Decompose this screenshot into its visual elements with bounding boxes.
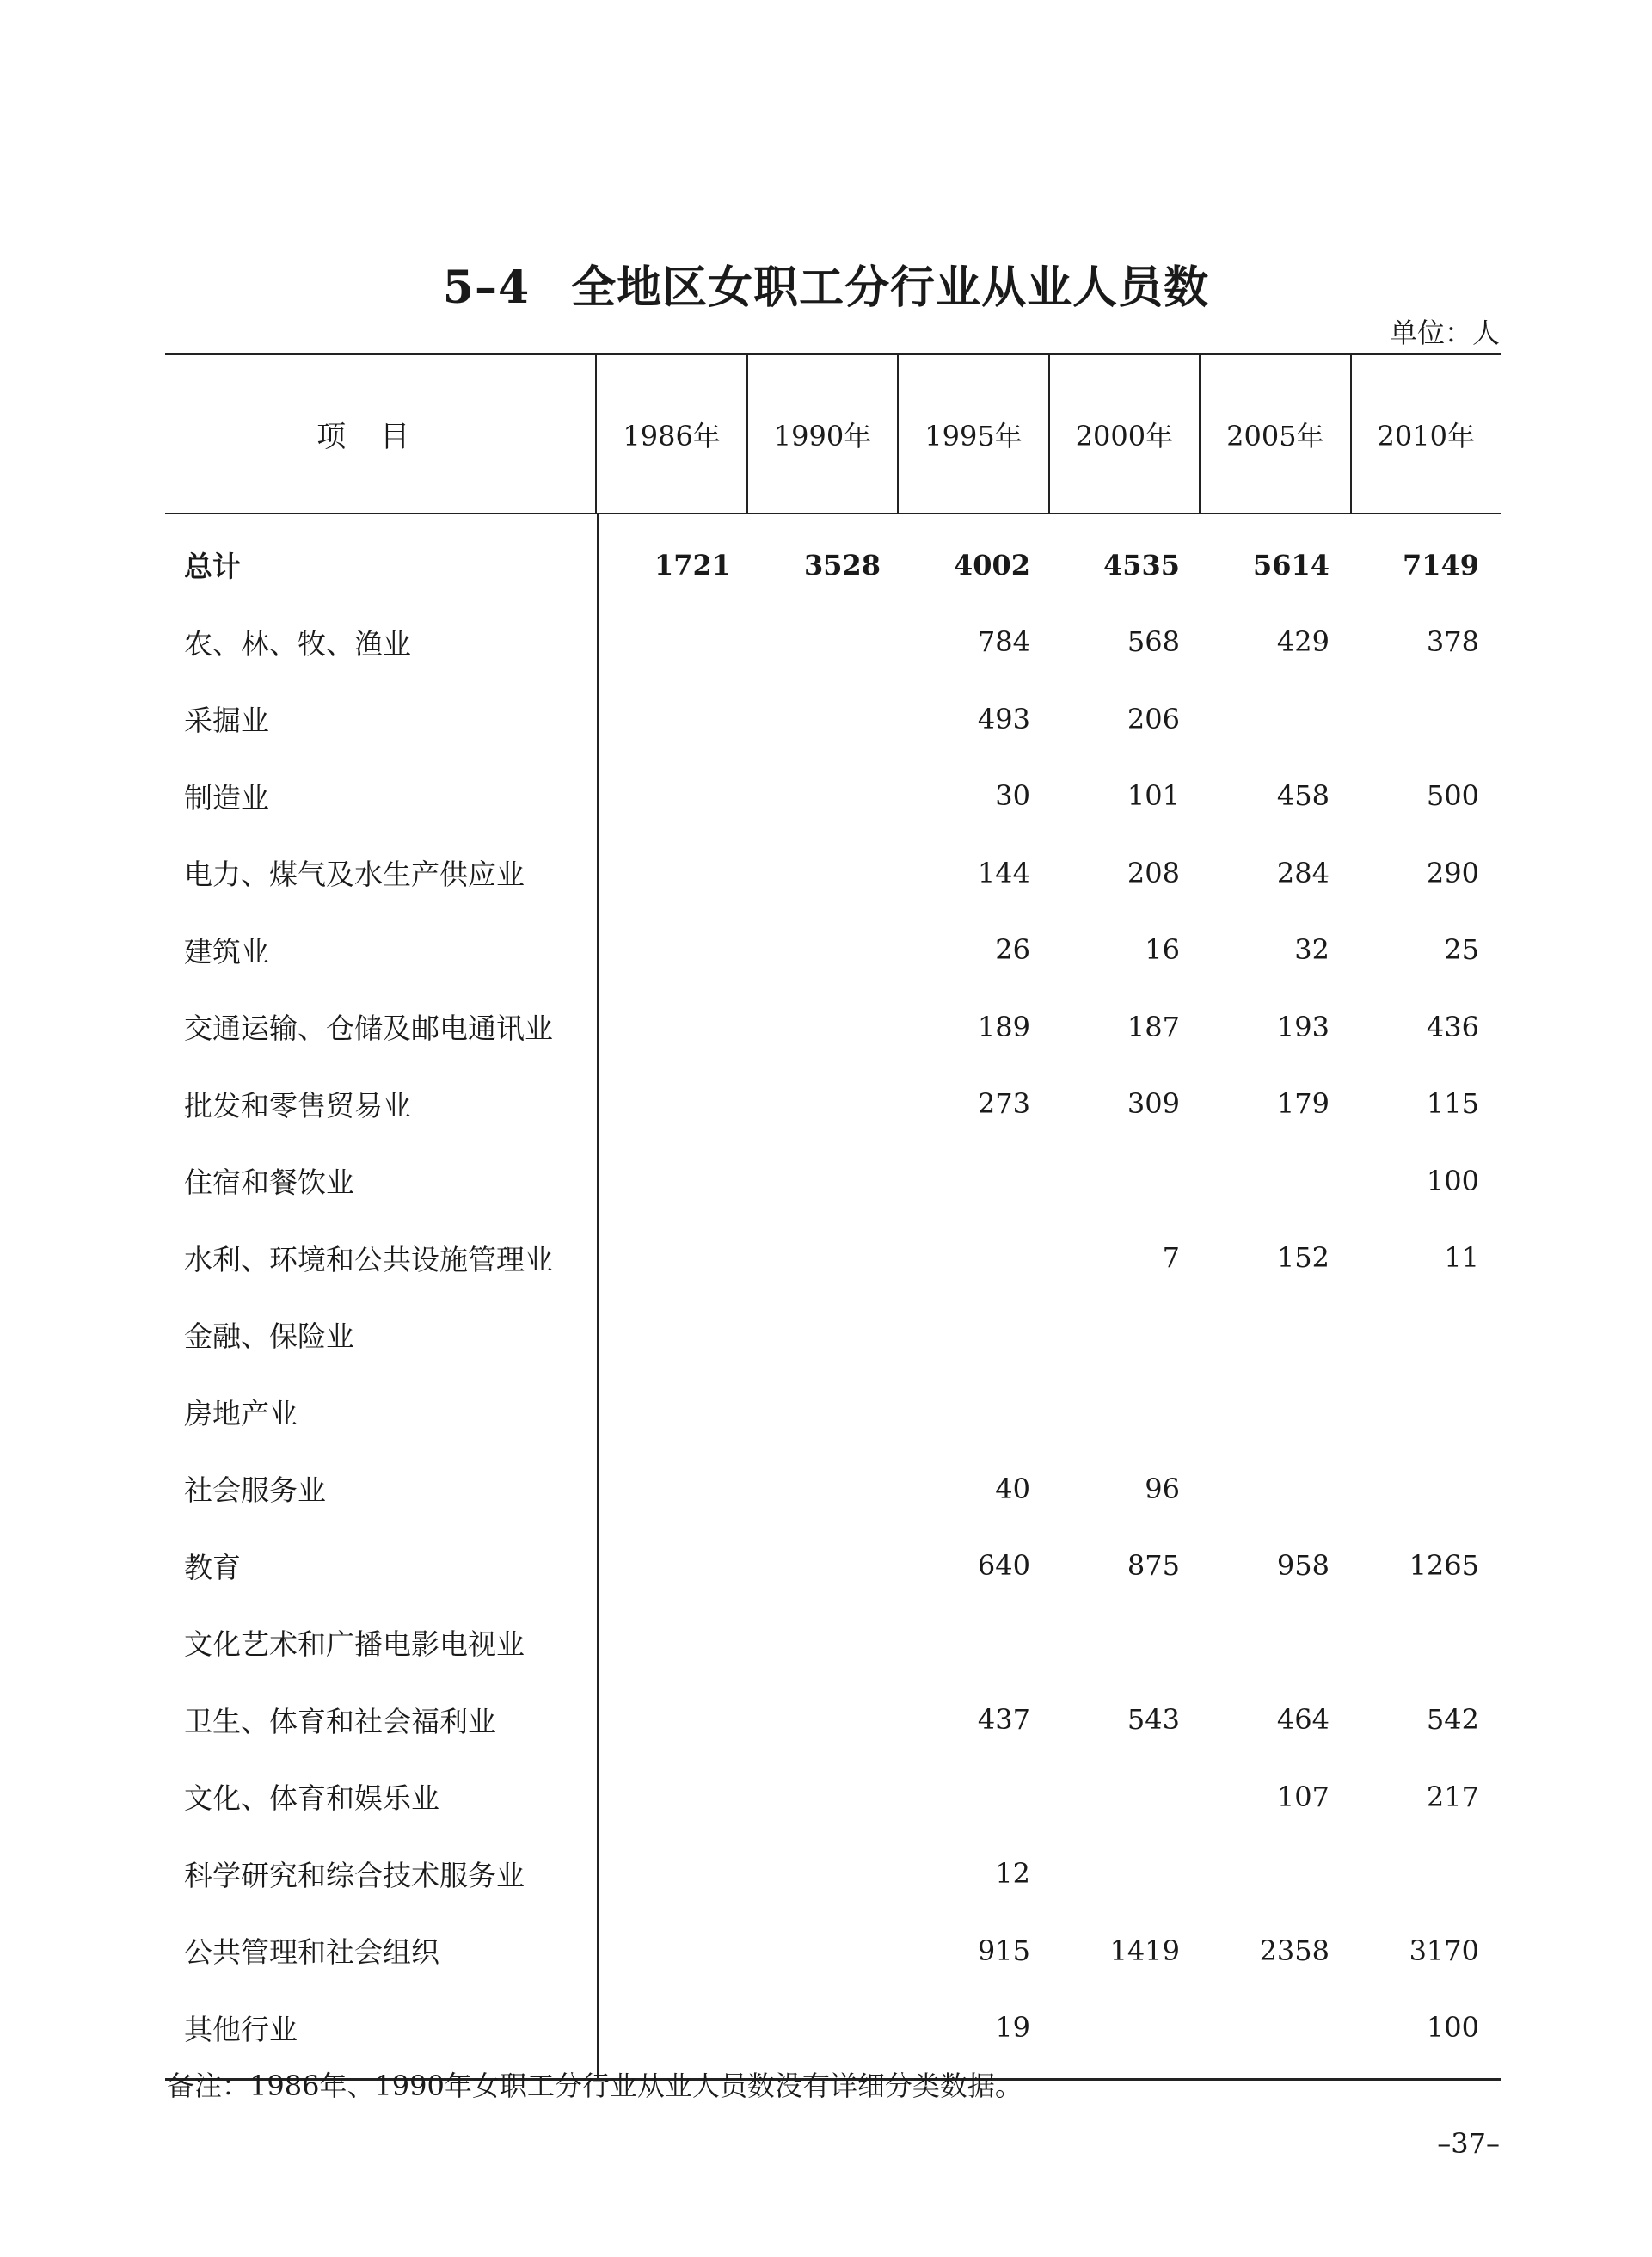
value-cell: 7149: [1402, 548, 1479, 581]
row-label: 社会服务业: [184, 1473, 326, 1508]
footnote: 备注：1986年、1990年女职工分行业从业人员数没有详细分类数据。: [167, 2069, 1023, 2102]
row-label: 住宿和餐饮业: [184, 1165, 354, 1200]
row-label: 卫生、体育和社会福利业: [184, 1704, 496, 1738]
value-cell: 4002: [953, 548, 1030, 581]
table-row: [165, 758, 1501, 835]
table-row: [165, 680, 1501, 758]
data-table: [165, 353, 1501, 2081]
table-row: [165, 1450, 1501, 1528]
value-cell: 458: [1276, 779, 1330, 813]
value-cell: 875: [1127, 1549, 1180, 1583]
year-header: 2005年: [1201, 355, 1351, 513]
row-label: 水利、环境和公共设施管理业: [184, 1242, 553, 1276]
value-cell: 309: [1127, 1087, 1180, 1121]
table-title: 全地区女职工分行业从业人员数: [571, 261, 1210, 314]
value-cell: 189: [977, 1010, 1030, 1043]
value-cell: 16: [1145, 933, 1180, 967]
value-cell: 284: [1276, 856, 1330, 889]
value-cell: 179: [1276, 1087, 1330, 1121]
value-cell: 958: [1276, 1549, 1330, 1583]
row-label: 科学研究和综合技术服务业: [184, 1858, 525, 1892]
year-header: 2010年: [1377, 419, 1475, 452]
value-cell: 915: [977, 1934, 1030, 1967]
value-cell: 3528: [803, 548, 881, 581]
table-row: [165, 1912, 1501, 1989]
value-cell: 96: [1145, 1472, 1180, 1505]
row-label: 电力、煤气及水生产供应业: [184, 858, 525, 892]
table-row: [165, 604, 1501, 681]
value-cell: 206: [1127, 702, 1180, 735]
value-cell: 542: [1426, 1703, 1479, 1737]
row-label: 教育: [184, 1550, 241, 1584]
table-row: [165, 988, 1501, 1066]
value-cell: 5614: [1252, 548, 1330, 581]
value-cell: 378: [1426, 625, 1479, 659]
value-cell: 290: [1426, 856, 1479, 889]
value-cell: 152: [1276, 1241, 1330, 1275]
row-label: 文化艺术和广播电影电视业: [184, 1627, 525, 1662]
value-cell: 500: [1426, 779, 1479, 813]
value-cell: 568: [1127, 625, 1180, 659]
table-row: [165, 1142, 1501, 1220]
item-column-header: 项目: [165, 355, 597, 513]
value-cell: 784: [977, 625, 1030, 659]
year-header: 1990年: [748, 355, 899, 513]
page-title: [0, 251, 1652, 316]
value-cell: 32: [1294, 933, 1330, 967]
value-cell: 4535: [1102, 548, 1180, 581]
unit-label: 单位：人: [1389, 317, 1500, 349]
value-cell: 437: [977, 1703, 1030, 1737]
year-header: 1986年: [597, 355, 747, 513]
value-cell: 493: [977, 702, 1030, 735]
page-number: –37–: [1437, 2127, 1500, 2160]
value-cell: 429: [1276, 625, 1330, 659]
table-row: [165, 912, 1501, 989]
value-cell: 217: [1426, 1780, 1479, 1813]
value-cell: 1721: [654, 548, 731, 581]
table-row: [165, 1604, 1501, 1682]
row-label: 总计: [184, 550, 241, 584]
value-cell: 543: [1127, 1703, 1180, 1737]
table-row: [165, 1989, 1501, 2067]
year-header: 2000年: [1050, 355, 1201, 513]
table-row: [165, 834, 1501, 912]
row-label: 农、林、牧、渔业: [184, 626, 411, 661]
value-cell: 100: [1426, 2011, 1479, 2045]
value-cell: 3170: [1409, 1934, 1479, 1967]
table-number: 5–4: [442, 261, 531, 314]
value-cell: 208: [1127, 856, 1180, 889]
table-row: [165, 1758, 1501, 1836]
value-cell: 115: [1426, 1087, 1479, 1121]
value-cell: 100: [1426, 1164, 1479, 1197]
table-row: [165, 1066, 1501, 1143]
value-cell: 25: [1444, 933, 1479, 967]
table-row: [165, 1220, 1501, 1297]
row-label: 制造业: [184, 780, 269, 815]
value-cell: 1265: [1409, 1549, 1479, 1583]
value-cell: 464: [1276, 1703, 1330, 1737]
value-cell: 12: [995, 1857, 1030, 1891]
value-cell: 101: [1127, 779, 1180, 813]
table-body: [165, 514, 1501, 2078]
table-row: [165, 1836, 1501, 1913]
value-cell: 1419: [1109, 1934, 1180, 1967]
value-cell: 26: [995, 933, 1030, 967]
value-cell: 273: [977, 1087, 1030, 1121]
table-header: [165, 355, 1501, 514]
value-cell: 2358: [1259, 1934, 1330, 1967]
table-row: [165, 1682, 1501, 1759]
value-cell: 193: [1276, 1010, 1330, 1043]
value-cell: 144: [977, 856, 1030, 889]
row-label: 文化、体育和娱乐业: [184, 1781, 439, 1816]
year-header: 1995年: [899, 355, 1049, 513]
value-cell: 107: [1276, 1780, 1330, 1813]
value-cell: 436: [1426, 1010, 1479, 1043]
value-cell: 30: [995, 779, 1030, 813]
value-cell: 187: [1127, 1010, 1180, 1043]
row-label: 建筑业: [184, 934, 269, 969]
value-cell: 19: [995, 2011, 1030, 2045]
row-label: 房地产业: [184, 1396, 298, 1430]
value-cell: 11: [1444, 1241, 1479, 1275]
row-label: 金融、保险业: [184, 1319, 354, 1354]
value-cell: 40: [995, 1472, 1030, 1505]
row-label: 采掘业: [184, 704, 269, 738]
table-row: [165, 1296, 1501, 1374]
value-cell: 7: [1162, 1241, 1180, 1275]
row-label: 交通运输、仓储及邮电通讯业: [184, 1012, 553, 1046]
row-label: 批发和零售贸易业: [184, 1088, 411, 1122]
total-row: [165, 526, 1501, 604]
value-cell: 640: [977, 1549, 1030, 1583]
table-row: [165, 1528, 1501, 1605]
row-label: 其他行业: [184, 2012, 298, 2046]
table-row: [165, 1374, 1501, 1451]
row-label: 公共管理和社会组织: [184, 1935, 439, 1970]
